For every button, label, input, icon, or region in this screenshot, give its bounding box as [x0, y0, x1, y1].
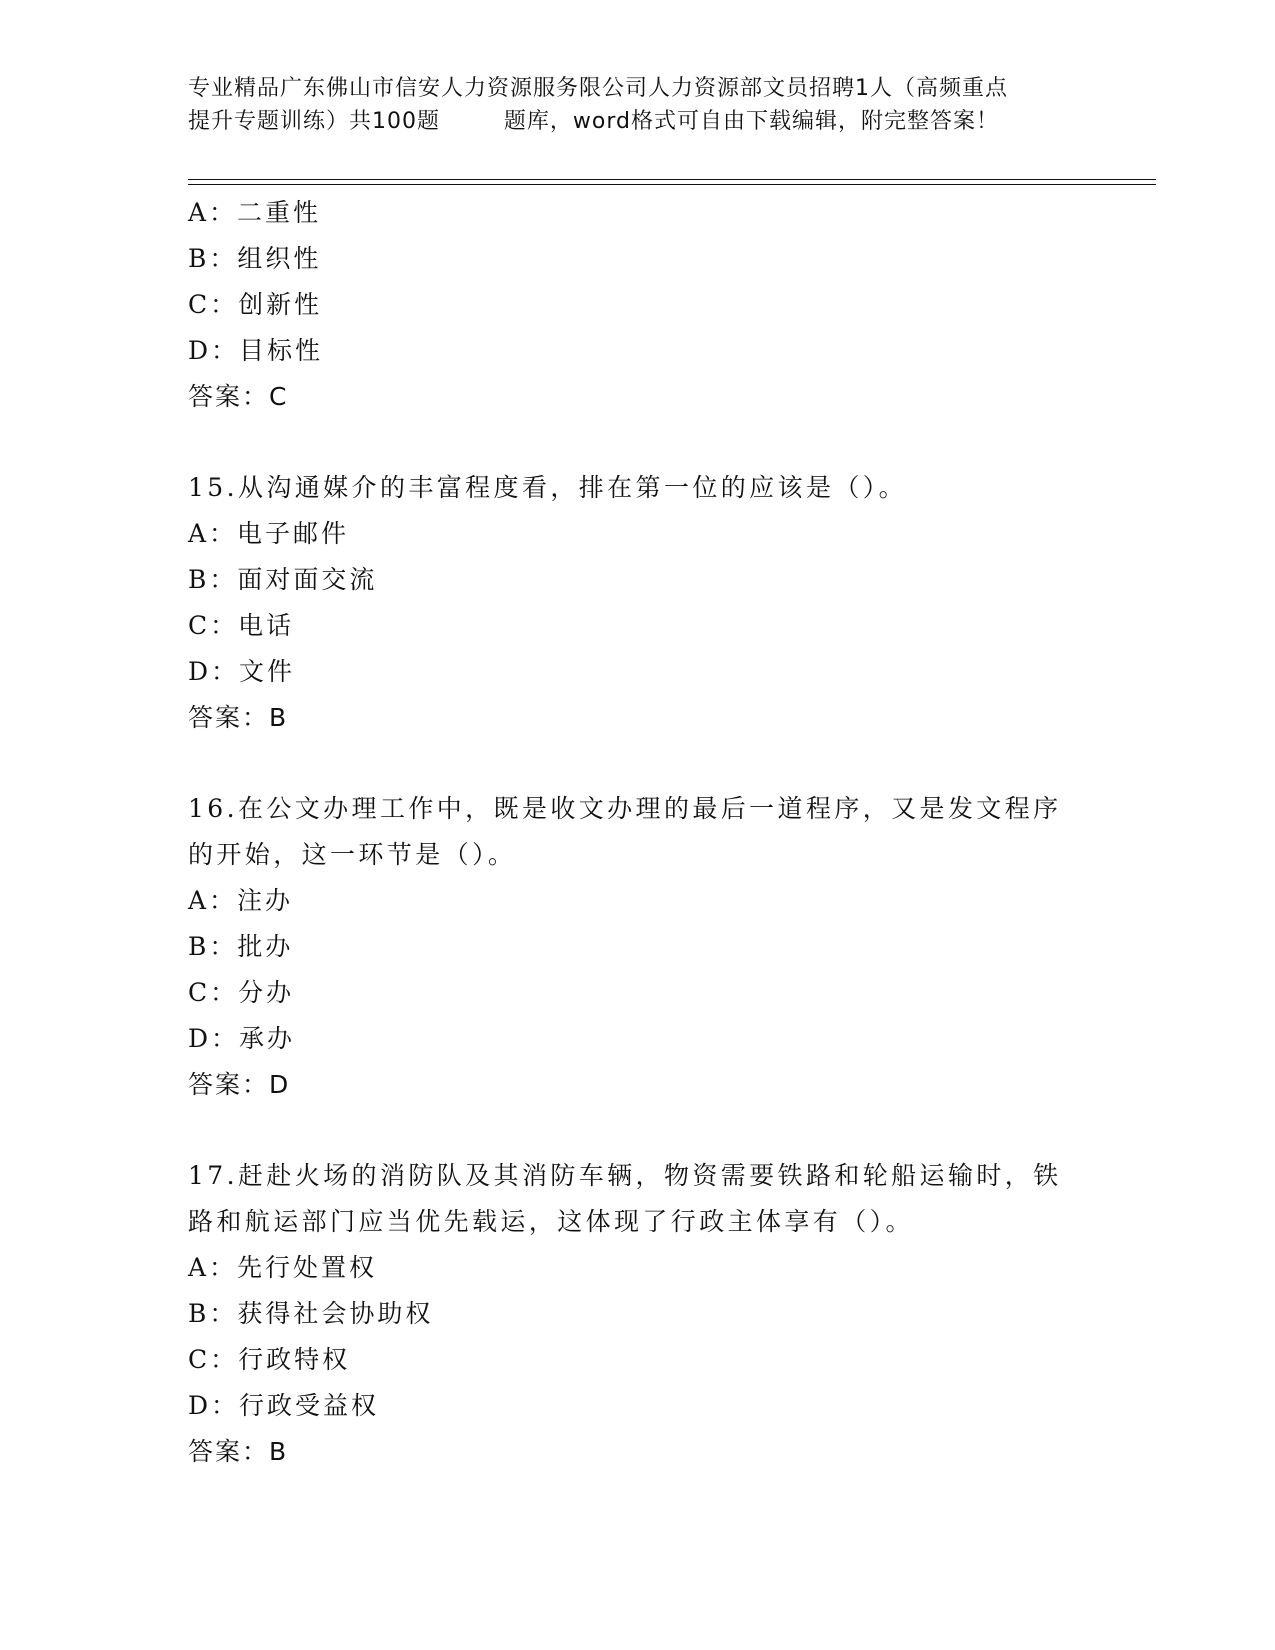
option-d: D：行政受益权 [188, 1391, 380, 1420]
option-d: D：文件 [188, 657, 296, 686]
document-header [188, 72, 1088, 138]
question-16 [188, 786, 1088, 1108]
option-a: A：电子邮件 [188, 519, 350, 548]
header-line-2: 提升专题训练）共100题 题库，word格式可自由下载编辑，附完整答案！ [188, 109, 1000, 134]
answer-line: 答案：B [188, 703, 289, 732]
question-stem: 16.在公文办理工作中，既是收文办理的最后一道程序，又是发文程序 [188, 794, 1062, 823]
question-stem: 15.从沟通媒介的丰富程度看，排在第一位的应该是（）。 [188, 473, 908, 502]
question-stem-continued: 的开始，这一环节是（）。 [188, 840, 517, 869]
question-17 [188, 1153, 1088, 1475]
option-a: A：先行处置权 [188, 1253, 378, 1282]
option-b: B：组织性 [188, 244, 322, 273]
option-a: A：二重性 [188, 198, 322, 227]
question-stem: 17.赶赴火场的消防队及其消防车辆，物资需要铁路和轮船运输时，铁 [188, 1161, 1062, 1190]
option-b: B：面对面交流 [188, 565, 378, 594]
question-stem-continued: 路和航运部门应当优先载运，这体现了行政主体享有（）。 [188, 1207, 914, 1236]
option-a: A：注办 [188, 886, 294, 915]
header-line-1: 专业精品广东佛山市信安人力资源服务限公司人力资源部文员招聘1人（高频重点 [188, 76, 1008, 101]
option-c: C：行政特权 [188, 1345, 351, 1374]
option-c: C：创新性 [188, 290, 323, 319]
option-b: B：获得社会协助权 [188, 1299, 434, 1328]
option-d: D：目标性 [188, 336, 324, 365]
header-rule-top [188, 179, 1156, 180]
option-d: D：承办 [188, 1024, 296, 1053]
question-14 [188, 190, 1088, 420]
answer-line: 答案：B [188, 1437, 289, 1466]
option-b: B：批办 [188, 932, 294, 961]
option-c: C：电话 [188, 611, 295, 640]
answer-line: 答案：C [188, 382, 289, 411]
option-c: C：分办 [188, 978, 295, 1007]
question-15 [188, 465, 1088, 741]
answer-line: 答案：D [188, 1070, 291, 1099]
question-list [188, 190, 1088, 1475]
header-rule-bottom [188, 184, 1156, 185]
